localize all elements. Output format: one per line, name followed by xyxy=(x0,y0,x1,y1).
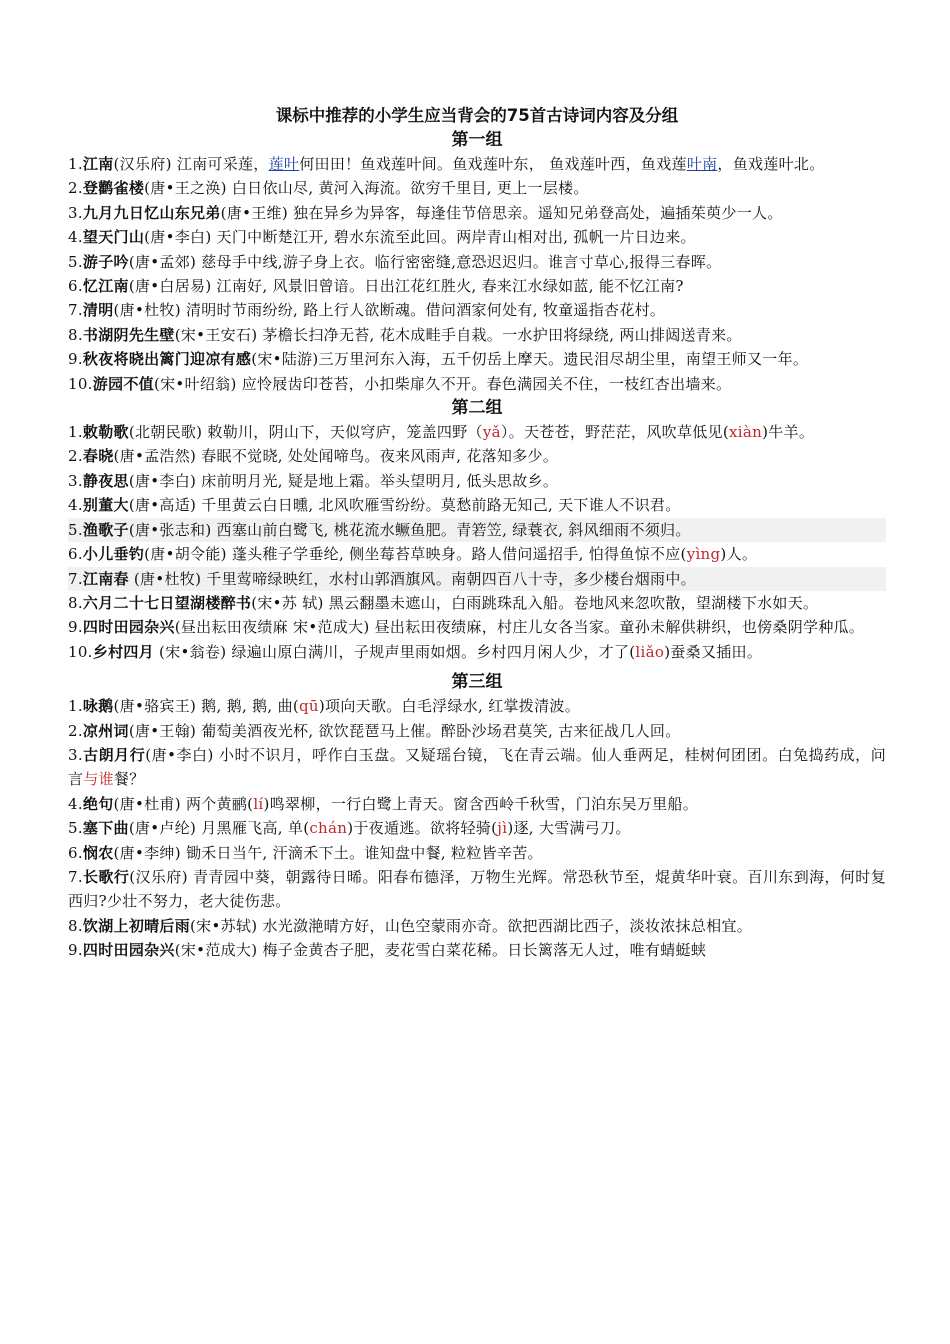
poem-entry xyxy=(68,694,886,718)
poem-entry xyxy=(68,743,886,792)
poem-number: 8. xyxy=(68,593,83,612)
poem-author: (宋•苏轼) xyxy=(190,916,258,935)
poem-entry xyxy=(68,444,886,468)
poem-number: 5. xyxy=(68,819,83,838)
poem-entry xyxy=(68,567,886,591)
poem-number: 6. xyxy=(68,277,83,296)
poem-author: (唐•王之涣) xyxy=(144,179,227,198)
poem-entry xyxy=(68,841,886,865)
poem-number: 8. xyxy=(68,325,83,344)
poem-text: 应怜屐齿印苍苔，小扣柴扉久不开。春色满园关不住，一枝红杏出墙来。 xyxy=(236,374,732,393)
poem-title: 小儿垂钓 xyxy=(82,545,145,564)
hyperlink-text: 叶南 xyxy=(686,155,718,173)
poem-title: 悯农 xyxy=(82,843,114,862)
poem-entry xyxy=(68,372,886,396)
poem-number: 7. xyxy=(68,569,83,588)
poem-text: 小时不识月，呼作白玉盘。又疑瑶台镜，飞在青云端。仙人垂两足，桂树何团团。白兔捣药成，问言 xyxy=(68,745,886,789)
poem-author: (汉乐府) xyxy=(129,867,188,886)
hyperlink-text: 莲叶 xyxy=(268,155,300,173)
poem-number: 5. xyxy=(68,252,83,271)
poem-text: 葡萄美酒夜光杯, 欲饮琵琶马上催。醉卧沙场君莫笑, 古来征战几人回。 xyxy=(196,721,681,740)
poem-title: 四时田园杂兴 xyxy=(82,941,175,960)
poem-text: 鹅, 鹅, 鹅, 曲( xyxy=(196,697,300,716)
poem-title: 春晓 xyxy=(82,447,114,466)
poem-text: 慈母手中线,游子身上衣。临行密密缝,意恐迟迟归。谁言寸草心,报得三春晖。 xyxy=(196,252,722,271)
poem-text: 月黑雁飞高, 单( xyxy=(196,819,310,838)
poem-text: )于夜遁逃。欲将轻骑( xyxy=(347,819,498,838)
poem-entry xyxy=(68,542,886,566)
poem-text: ）。天苍苍，野茫茫，风吹草低见( xyxy=(500,423,730,442)
poem-text: 青青园中葵，朝露待日晞。阳春布德泽，万物生光辉。常恐秋节至，焜黄华叶衰。百川东到海，何时复西归?少壮不努力，老大徒伤悲。 xyxy=(68,867,886,911)
pinyin-annotation: jì xyxy=(497,819,508,838)
poem-author: (唐•杜甫) xyxy=(113,794,181,813)
poem-entry xyxy=(68,225,886,249)
poem-text: 江南好, 风景旧曾谙。日出江花红胜火, 春来江水绿如蓝, 能不忆江南? xyxy=(211,277,684,296)
poem-number: 2. xyxy=(68,721,83,740)
poem-text: 蓬头稚子学垂纶, 侧坐莓苔草映身。路人借问遥招手, 怕得鱼惊不应( xyxy=(226,545,687,564)
poem-text: 茅檐长扫净无苔, 花木成畦手自栽。一水护田将绿绕, 两山排闼送青来。 xyxy=(257,325,742,344)
poem-text: 绿遍山原白满川，子规声里雨如烟。乡村四月闲人少，才了( xyxy=(226,642,636,661)
poem-text: )项向天歌。白毛浮绿水, 红掌拨清波。 xyxy=(318,697,580,716)
poem-entry xyxy=(68,591,886,615)
poem-number: 2. xyxy=(68,179,83,198)
poem-number: 9. xyxy=(68,618,83,637)
poem-text: 何田田！鱼戏莲叶间。鱼戏莲叶东， 鱼戏莲叶西，鱼戏莲 xyxy=(299,155,687,173)
poem-title: 游子吟 xyxy=(82,252,129,271)
poem-entry xyxy=(68,323,886,347)
poem-author: (唐•李白) xyxy=(128,471,197,490)
poem-entry xyxy=(68,914,886,938)
poem-author: (唐•张志和) xyxy=(128,520,212,539)
poem-number: 3. xyxy=(68,745,83,764)
poem-number: 9. xyxy=(68,941,83,960)
poem-author: (唐•李白) xyxy=(145,745,214,764)
poem-text: 清明时节雨纷纷, 路上行人欲断魂。借问酒家何处有, 牧童遥指杏花村。 xyxy=(180,301,666,320)
poem-title: 六月二十七日望湖楼醉书 xyxy=(82,593,252,612)
poem-number: 7. xyxy=(68,301,83,320)
poem-number: 10. xyxy=(68,374,93,393)
poem-author: (唐•卢纶) xyxy=(128,819,197,838)
poem-title: 凉州词 xyxy=(82,721,129,740)
poem-entry xyxy=(68,640,886,664)
poem-text: )鸣翠柳，一行白鹭上青天。窗含西岭千秋雪，门泊东吴万里船。 xyxy=(263,794,699,813)
poem-title: 书湖阴先生壁 xyxy=(82,325,175,344)
poem-author: (宋•苏 轼) xyxy=(251,593,324,612)
poem-author: (宋•翁卷) xyxy=(153,642,227,661)
poem-title: 古朗月行 xyxy=(82,745,146,764)
poem-author: (汉乐府) xyxy=(113,155,172,173)
poem-text: 敕勒川，阴山下，天似穹庐，笼盖四野（ xyxy=(202,423,483,442)
poem-text: 锄禾日当午, 汗滴禾下土。谁知盘中餐, 粒粒皆辛苦。 xyxy=(180,843,543,862)
poem-text: )牛羊。 xyxy=(762,423,815,442)
poem-text: 千里黄云白日曛, 北风吹雁雪纷纷。莫愁前路无知己, 天下谁人不识君。 xyxy=(196,496,681,515)
poem-number: 6. xyxy=(68,545,83,564)
poem-text: 白日依山尽, 黄河入海流。欲穷千里目, 更上一层楼。 xyxy=(226,179,589,198)
poem-author: (唐•李绅) xyxy=(113,843,181,862)
pinyin-annotation: liǎo xyxy=(635,642,665,661)
poem-entry xyxy=(68,420,886,444)
poem-title: 塞下曲 xyxy=(82,819,129,838)
poem-author: (宋•王安石) xyxy=(174,325,258,344)
poem-title: 静夜思 xyxy=(82,471,129,490)
poem-text: )逐, 大雪满弓刀。 xyxy=(507,819,631,838)
poem-text: 千里莺啼绿映红，水村山郭酒旗风。南朝四百八十寺，多少楼台烟雨中。 xyxy=(201,569,696,588)
poem-author: (昼出耘田夜绩麻 宋•范成大) xyxy=(174,618,370,637)
poem-title: 九月九日忆山东兄弟 xyxy=(82,203,221,222)
poem-number: 1. xyxy=(68,423,83,442)
poem-author: (唐•李白) xyxy=(144,228,212,247)
poem-title: 秋夜将晓出篱门迎凉有感 xyxy=(82,350,252,369)
poem-author: (宋•叶绍翁) xyxy=(153,374,237,393)
poem-number: 9. xyxy=(68,350,83,369)
pinyin-annotation: yìng xyxy=(686,545,721,564)
poem-author: (唐•孟郊) xyxy=(128,252,197,271)
pinyin-annotation: lí xyxy=(253,794,264,813)
poem-text: 西塞山前白鹭飞, 桃花流水鳜鱼肥。青箬笠, 绿蓑衣, 斜风细雨不须归。 xyxy=(211,520,691,539)
poem-author: (唐•王维) xyxy=(220,203,288,222)
poem-entry xyxy=(68,298,886,322)
poem-author: (唐•杜牧) xyxy=(113,301,181,320)
poem-entry xyxy=(68,865,886,914)
poem-text: 水光潋滟晴方好，山色空蒙雨亦奇。欲把西湖比西子，淡妆浓抹总相宜。 xyxy=(257,916,753,935)
poem-author: (唐•孟浩然) xyxy=(113,447,197,466)
poem-title: 四时田园杂兴 xyxy=(82,618,175,637)
poem-text: 餐？ xyxy=(113,770,145,789)
poem-title: 望天门山 xyxy=(82,228,145,247)
poem-entry xyxy=(68,469,886,493)
pinyin-annotation: yǎ xyxy=(482,423,501,442)
poem-entry xyxy=(68,250,886,274)
poem-author: (唐•骆宾王) xyxy=(113,697,197,716)
poem-number: 6. xyxy=(68,843,83,862)
poem-text: 江南可采莲， xyxy=(171,155,269,173)
group-title: 第二组 xyxy=(451,398,503,419)
document-page xyxy=(68,104,886,963)
poem-number: 8. xyxy=(68,916,83,935)
poem-title: 饮湖上初晴后雨 xyxy=(82,916,191,935)
poem-entry xyxy=(68,816,886,840)
poem-title: 登鹳雀楼 xyxy=(82,179,145,198)
poem-text: )人。 xyxy=(720,545,758,564)
poem-groups xyxy=(68,128,886,963)
document-title: 课标中推荐的小学生应当背会的75首古诗词内容及分组 xyxy=(275,106,679,125)
poem-title: 敕勒歌 xyxy=(82,423,129,442)
poem-number: 10. xyxy=(68,642,93,661)
poem-title: 长歌行 xyxy=(82,867,130,886)
poem-text: )蚕桑又插田。 xyxy=(664,642,763,661)
poem-author: (北朝民歌) xyxy=(128,423,203,442)
poem-text: 独在异乡为异客，每逢佳节倍思亲。遥知兄弟登高处，遍插茱萸少一人。 xyxy=(287,203,783,222)
pinyin-annotation: xiàn xyxy=(729,423,763,442)
poem-entry xyxy=(68,201,886,225)
poem-number: 1. xyxy=(68,697,83,716)
poem-text: 黑云翻墨未遮山，白雨跳珠乱入船。卷地风来忽吹散，望湖楼下水如天。 xyxy=(323,593,819,612)
poem-number: 4. xyxy=(68,496,83,515)
group-title: 第一组 xyxy=(451,130,503,150)
poem-author: (唐•白居易) xyxy=(128,277,212,296)
poem-title: 别董大 xyxy=(82,496,129,515)
poem-title: 绝句 xyxy=(82,794,114,813)
poem-title: 江南春 xyxy=(82,569,129,588)
poem-entry xyxy=(68,615,886,639)
poem-entry xyxy=(68,493,886,517)
poem-text: 春眠不觉晓, 处处闻啼鸟。夜来风雨声, 花落知多少。 xyxy=(196,447,559,466)
poem-author: (唐•高适) xyxy=(128,496,197,515)
poem-text: 三万里河东入海，五千仞岳上摩天。遗民泪尽胡尘里，南望王师又一年。 xyxy=(318,350,809,369)
poem-title: 渔歌子 xyxy=(82,520,129,539)
poem-entry xyxy=(68,518,886,542)
poem-title: 忆江南 xyxy=(82,277,129,296)
poem-title: 清明 xyxy=(82,301,114,320)
poem-title: 咏鹅 xyxy=(82,697,114,716)
poem-entry xyxy=(68,152,886,176)
poem-number: 4. xyxy=(68,228,83,247)
poem-entry xyxy=(68,347,886,371)
poem-title: 江南 xyxy=(82,155,114,173)
pinyin-annotation: 与谁 xyxy=(83,770,114,789)
poem-author: (宋•陆游) xyxy=(251,350,319,369)
poem-title: 乡村四月 xyxy=(92,642,154,661)
poem-text: 两个黄鹂( xyxy=(180,794,254,813)
poem-number: 3. xyxy=(68,203,83,222)
poem-number: 3. xyxy=(68,471,83,490)
poem-text: 昼出耘田夜绩麻，村庄儿女各当家。童孙未解供耕织，也傍桑阴学种瓜。 xyxy=(369,618,865,637)
poem-text: 天门中断楚江开, 碧水东流至此回。两岸青山相对出, 孤帆一片日边来。 xyxy=(211,228,696,247)
poem-number: 4. xyxy=(68,794,83,813)
poem-text: ，鱼戏莲叶北。 xyxy=(717,155,825,173)
poem-number: 2. xyxy=(68,447,83,466)
poem-number: 1. xyxy=(68,155,83,173)
poem-number: 5. xyxy=(68,520,83,539)
poem-text: 梅子金黄杏子肥，麦花雪白菜花稀。日长篱落无人过，唯有蜻蜓蛱 xyxy=(257,941,707,960)
poem-author: (唐•王翰) xyxy=(128,721,197,740)
pinyin-annotation: chán xyxy=(309,819,348,838)
poem-entry xyxy=(68,792,886,816)
poem-text: 床前明月光, 疑是地上霜。举头望明月, 低头思故乡。 xyxy=(196,471,559,490)
poem-entry xyxy=(68,938,886,962)
poem-title: 游园不值 xyxy=(92,374,154,393)
group-title: 第三组 xyxy=(451,672,503,693)
poem-author: (唐•胡令能) xyxy=(144,545,227,564)
poem-entry xyxy=(68,274,886,298)
poem-author: (唐•杜牧) xyxy=(128,569,202,588)
poem-number: 7. xyxy=(68,867,83,886)
poem-entry xyxy=(68,176,886,200)
pinyin-annotation: qū xyxy=(299,697,319,716)
poem-entry xyxy=(68,719,886,743)
poem-author: (宋•范成大) xyxy=(174,941,258,960)
